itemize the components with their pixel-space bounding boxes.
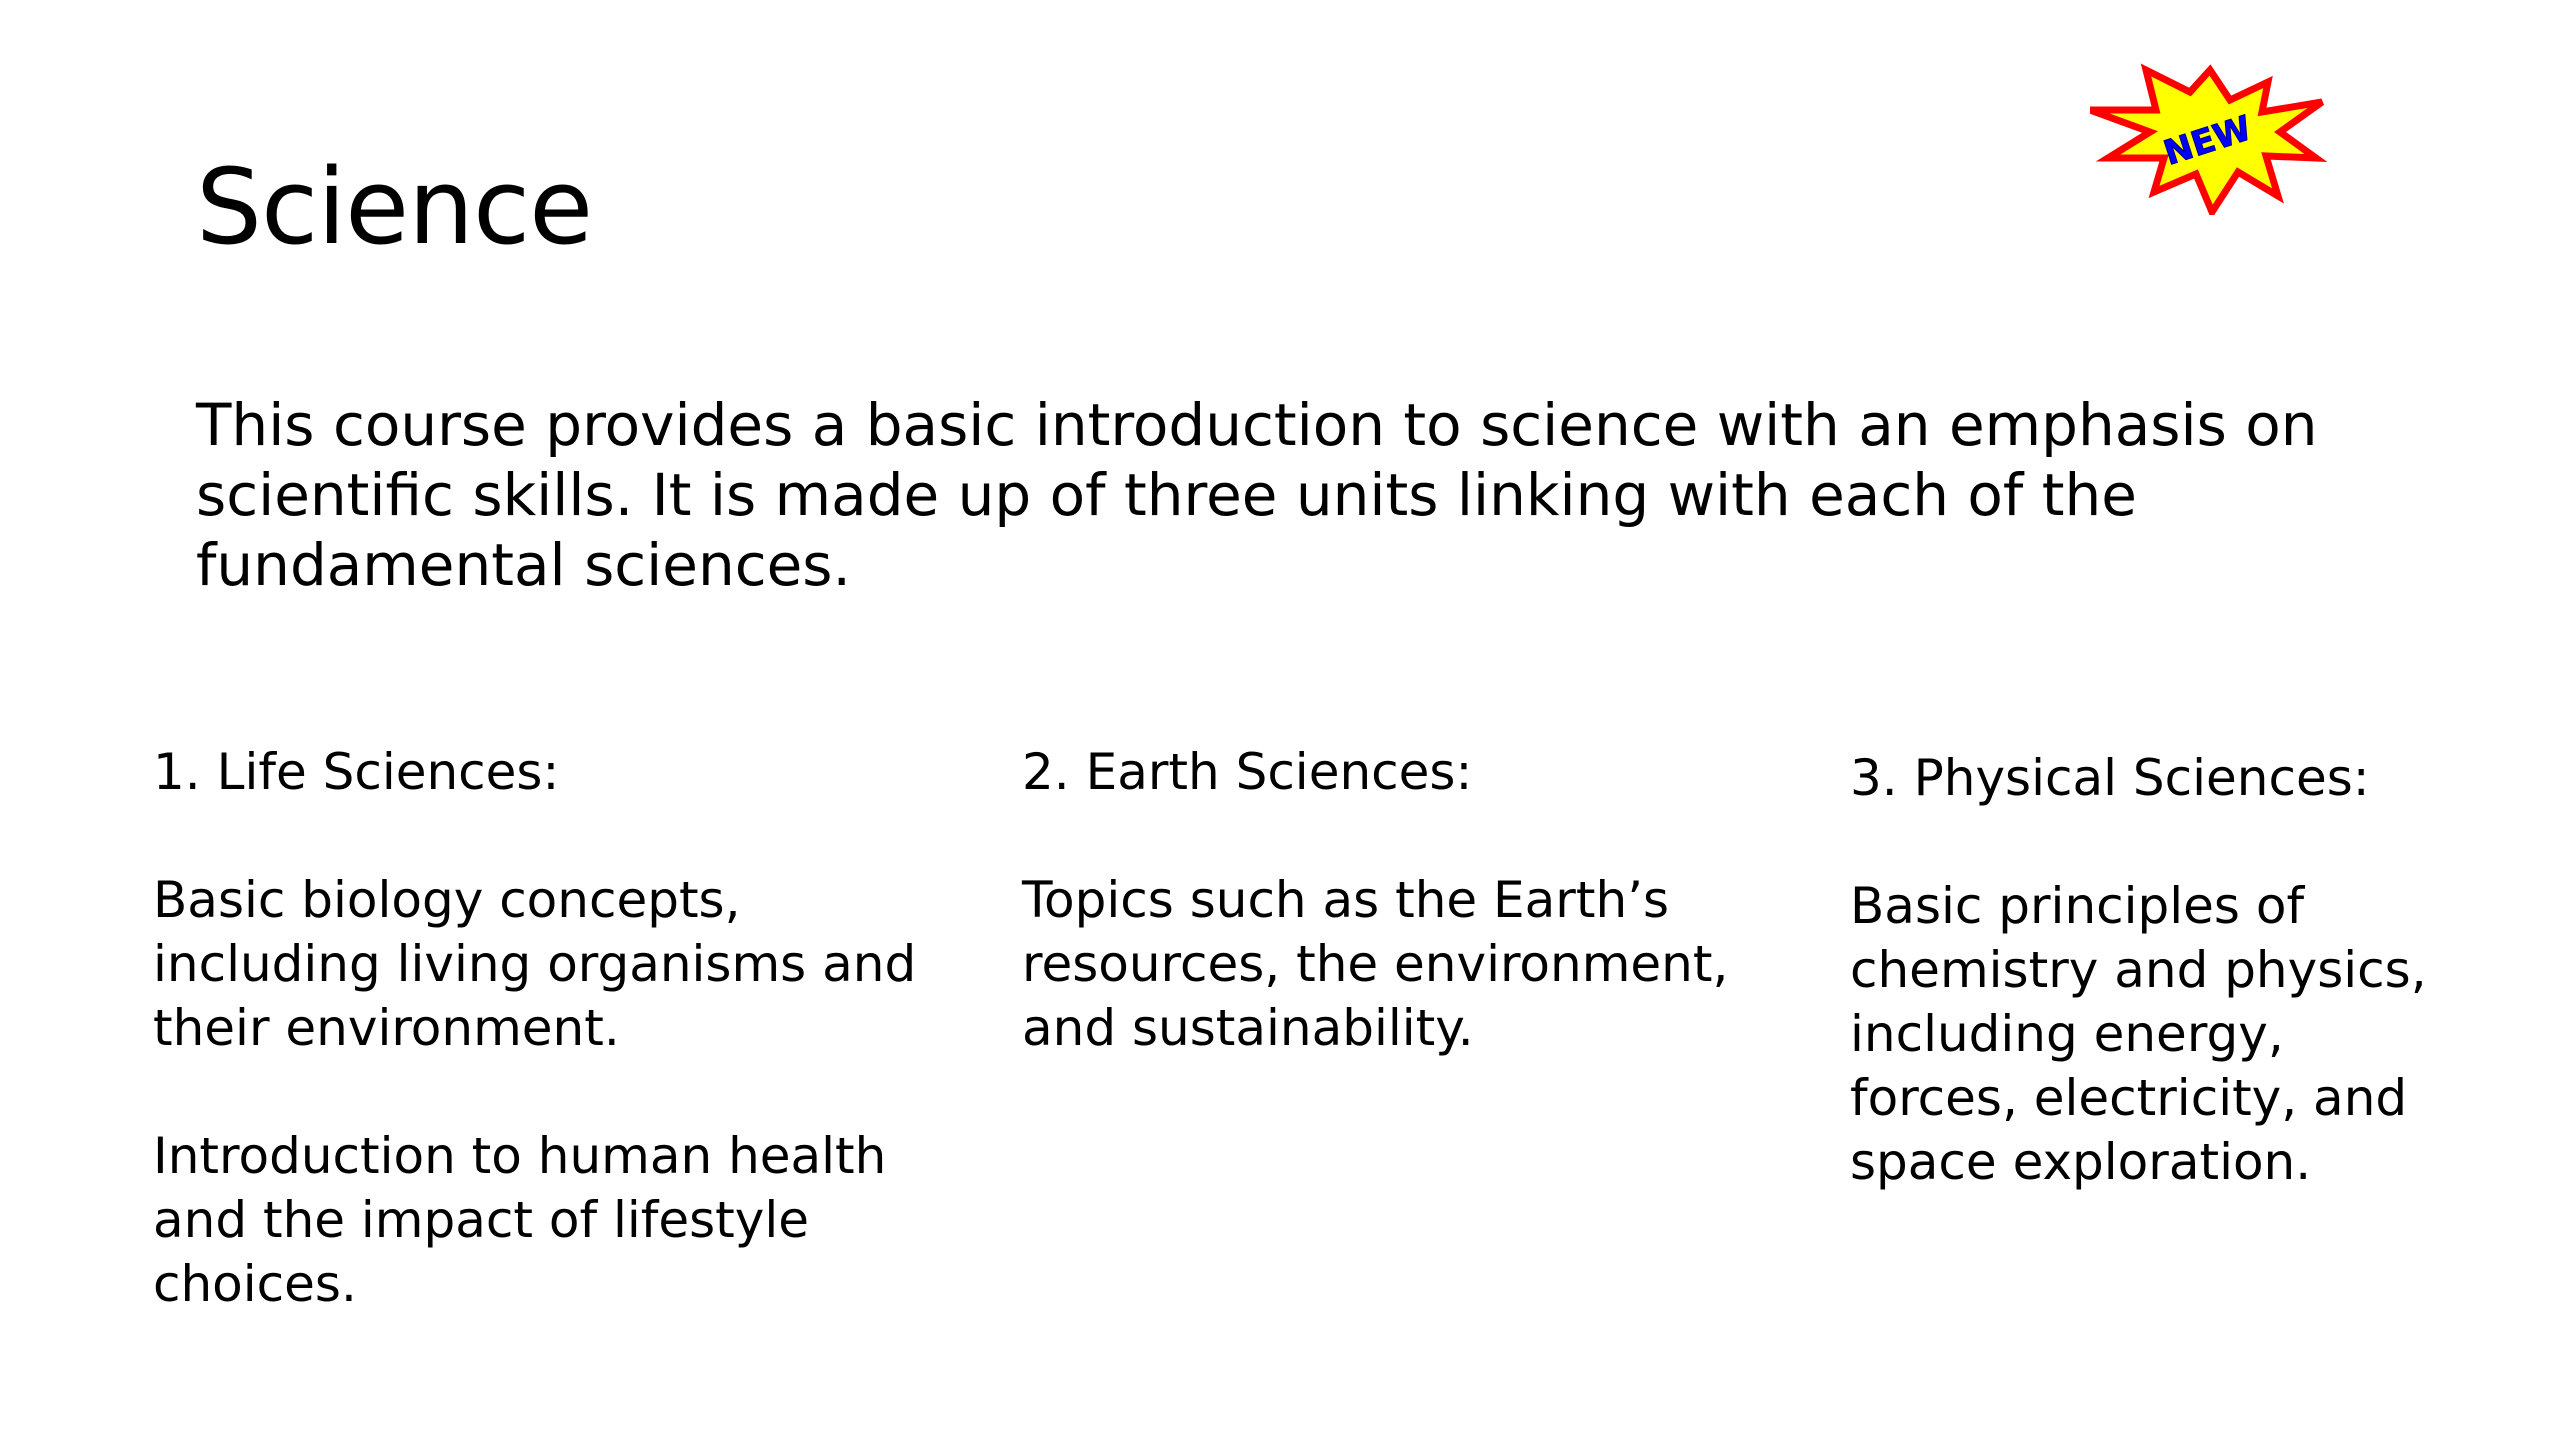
unit-description: Basic principles of chemistry and physics, including energy, forces, electricity, and space exploration.: [1850, 877, 2427, 1191]
unit-heading: 2. Earth Sciences:: [1022, 743, 1473, 801]
unit-description: Topics such as the Earth’s resources, the environment, and sustainability.: [1022, 871, 1729, 1057]
unit-description: Basic biology concepts, including living organisms and their environment.: [153, 871, 917, 1057]
unit-description: Introduction to human health and the impact of lifestyle choices.: [153, 1127, 887, 1313]
slide-title: Science: [196, 146, 593, 268]
new-badge-icon: [2090, 40, 2330, 215]
unit-life-sciences: [153, 740, 953, 1380]
course-intro: This course provides a basic introduction to science with an emphasis on scientific skills. It is made up of three units linking with each of the fundamental sciences.: [196, 391, 2318, 599]
unit-heading: 1. Life Sciences:: [153, 743, 560, 801]
unit-physical-sciences: [1850, 746, 2450, 1258]
badge-label: NEW: [2159, 108, 2257, 174]
unit-earth-sciences: [1022, 740, 1782, 1124]
unit-heading: 3. Physical Sciences:: [1850, 749, 2370, 807]
